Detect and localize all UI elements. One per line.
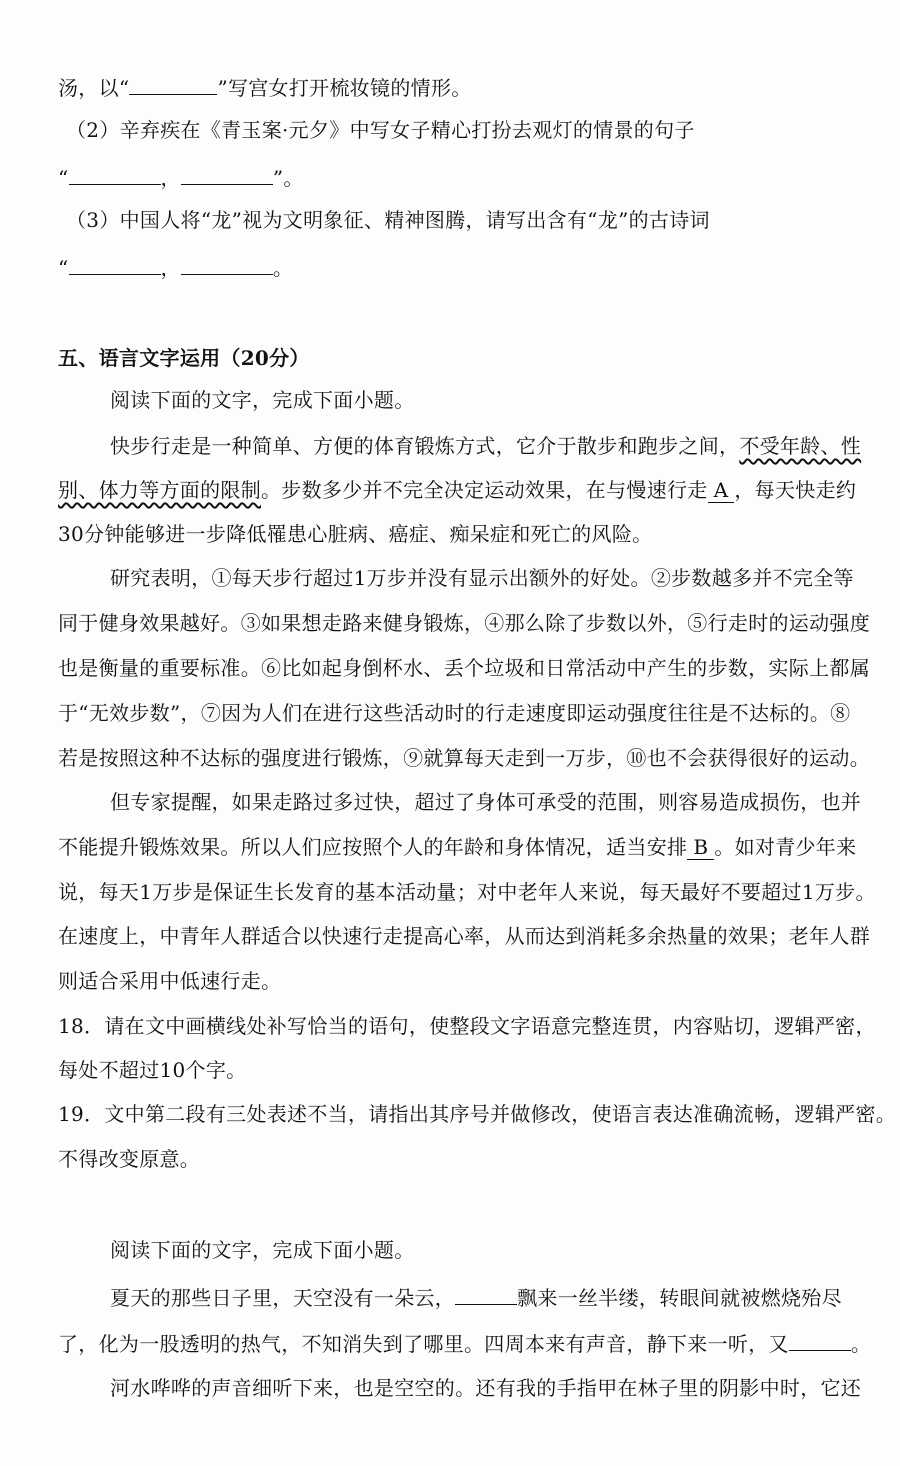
blank-marker-b[interactable]: B bbox=[687, 835, 714, 860]
section-heading: 五、语言文字运用（20分） bbox=[58, 346, 310, 370]
p2-line-3: 也是衡量的重要标准。⑥比如起身倒杯水、丢个垃圾和日常活动中产生的步数，实际上都属 bbox=[58, 656, 870, 680]
reading2-line-3: 河水哗哗的声音细听下来，也是空空的。还有我的手指甲在林子里的阴影中时，它还 bbox=[110, 1376, 862, 1400]
wavy-underlined-text: 不受年龄、性 bbox=[739, 434, 862, 458]
q17-part2: （2）辛弃疾在《青玉案·元夕》中写女子精心打扮去观灯的情景的句子 bbox=[66, 118, 695, 142]
reading2-instruction: 阅读下面的文字，完成下面小题。 bbox=[110, 1238, 415, 1262]
p3-text: 。如对青少年来 bbox=[714, 835, 857, 859]
q17-part3: （3）中国人将“龙”视为文明象征、精神图腾，请写出含有“龙”的古诗词 bbox=[66, 208, 710, 232]
reading2-line-1 bbox=[110, 1282, 858, 1312]
reading2-line-2 bbox=[58, 1328, 872, 1358]
p1-text: 。步数多少并不完全决定运动效果，在与慢速行走 bbox=[261, 478, 708, 502]
answer-blank[interactable] bbox=[181, 162, 273, 185]
p2-line-1: 研究表明，①每天步行超过1万步并没有显示出额外的好处。②步数越多并不完全等 bbox=[110, 566, 854, 590]
answer-blank[interactable] bbox=[69, 162, 161, 185]
reading-instruction: 阅读下面的文字，完成下面小题。 bbox=[110, 388, 415, 412]
q17-line-a-post: ”写宫女打开梳妆镜的情形。 bbox=[217, 76, 472, 100]
comma: ， bbox=[160, 256, 181, 280]
question-18-line-2: 每处不超过10个字。 bbox=[58, 1058, 247, 1082]
close-mark: 。 bbox=[272, 256, 294, 280]
answer-blank[interactable] bbox=[789, 1328, 851, 1351]
q17-line-a-pre: 汤，以“ bbox=[58, 76, 130, 100]
reading2-text: 飘来一丝半缕，转眼间就被燃烧殆尽 bbox=[517, 1286, 842, 1310]
wavy-underlined-text: 别、体力等方面的限制 bbox=[58, 478, 261, 502]
q17-part2-blanks bbox=[58, 162, 858, 192]
close-quote: ”。 bbox=[272, 166, 304, 190]
q17-line-a bbox=[58, 72, 858, 102]
p3-line-2 bbox=[58, 833, 858, 861]
answer-blank[interactable] bbox=[129, 72, 217, 95]
reading2-text: 了，化为一股透明的热气，不知消失到了哪里。四周本来有声音，静下来一听，又 bbox=[58, 1332, 789, 1356]
answer-blank[interactable] bbox=[69, 252, 161, 275]
question-19-line-2: 不得改变原意。 bbox=[58, 1147, 201, 1171]
p1-line-2 bbox=[58, 476, 858, 504]
p2-line-5: 若是按照这种不达标的强度进行锻炼，⑨就算每天走到一万步，⑩也不会获得很好的运动。 bbox=[58, 746, 870, 770]
p3-line-5: 则适合采用中低速行走。 bbox=[58, 969, 282, 993]
reading2-text: 。 bbox=[850, 1332, 872, 1356]
p1-text: ，每天快走约 bbox=[734, 478, 857, 502]
p3-line-1: 但专家提醒，如果走路过多过快，超过了身体可承受的范围，则容易造成损伤，也并 bbox=[110, 790, 862, 814]
question-19-line-1: 19．文中第二段有三处表述不当，请指出其序号并做修改，使语言表达准确流畅，逻辑严密。 bbox=[58, 1102, 897, 1126]
p3-text: 不能提升锻炼效果。所以人们应按照个人的年龄和身体情况，适当安排 bbox=[58, 835, 688, 859]
p3-line-3: 说，每天1万步是保证生长发育的基本活动量；对中老年人来说，每天最好不要超过1万步。 bbox=[58, 880, 876, 904]
question-18-line-1: 18．请在文中画横线处补写恰当的语句，使整段文字语意完整连贯，内容贴切，逻辑严密， bbox=[58, 1014, 876, 1038]
p2-line-2: 同于健身效果越好。③如果想走路来健身锻炼，④那么除了步数以外，⑤行走时的运动强度 bbox=[58, 611, 870, 635]
p1-text: 快步行走是一种简单、方便的体育锻炼方式，它介于散步和跑步之间， bbox=[110, 434, 740, 458]
reading2-text: 夏天的那些日子里，天空没有一朵云， bbox=[110, 1286, 456, 1310]
p2-line-4: 于“无效步数”，⑦因为人们在进行这些活动时的行走速度即运动强度往往是不达标的。⑧ bbox=[58, 701, 851, 725]
answer-blank[interactable] bbox=[455, 1282, 517, 1305]
open-quote: “ bbox=[58, 256, 69, 280]
p3-line-4: 在速度上，中青年人群适合以快速行走提高心率，从而达到消耗多余热量的效果；老年人群 bbox=[58, 924, 870, 948]
q17-part3-blanks bbox=[58, 252, 858, 282]
open-quote: “ bbox=[58, 166, 69, 190]
p1-line-3: 30分钟能够进一步降低罹患心脏病、癌症、痴呆症和死亡的风险。 bbox=[58, 522, 653, 546]
comma: ， bbox=[160, 166, 181, 190]
blank-marker-a[interactable]: A bbox=[708, 478, 735, 503]
answer-blank[interactable] bbox=[181, 252, 273, 275]
p1-line-1 bbox=[110, 432, 862, 460]
